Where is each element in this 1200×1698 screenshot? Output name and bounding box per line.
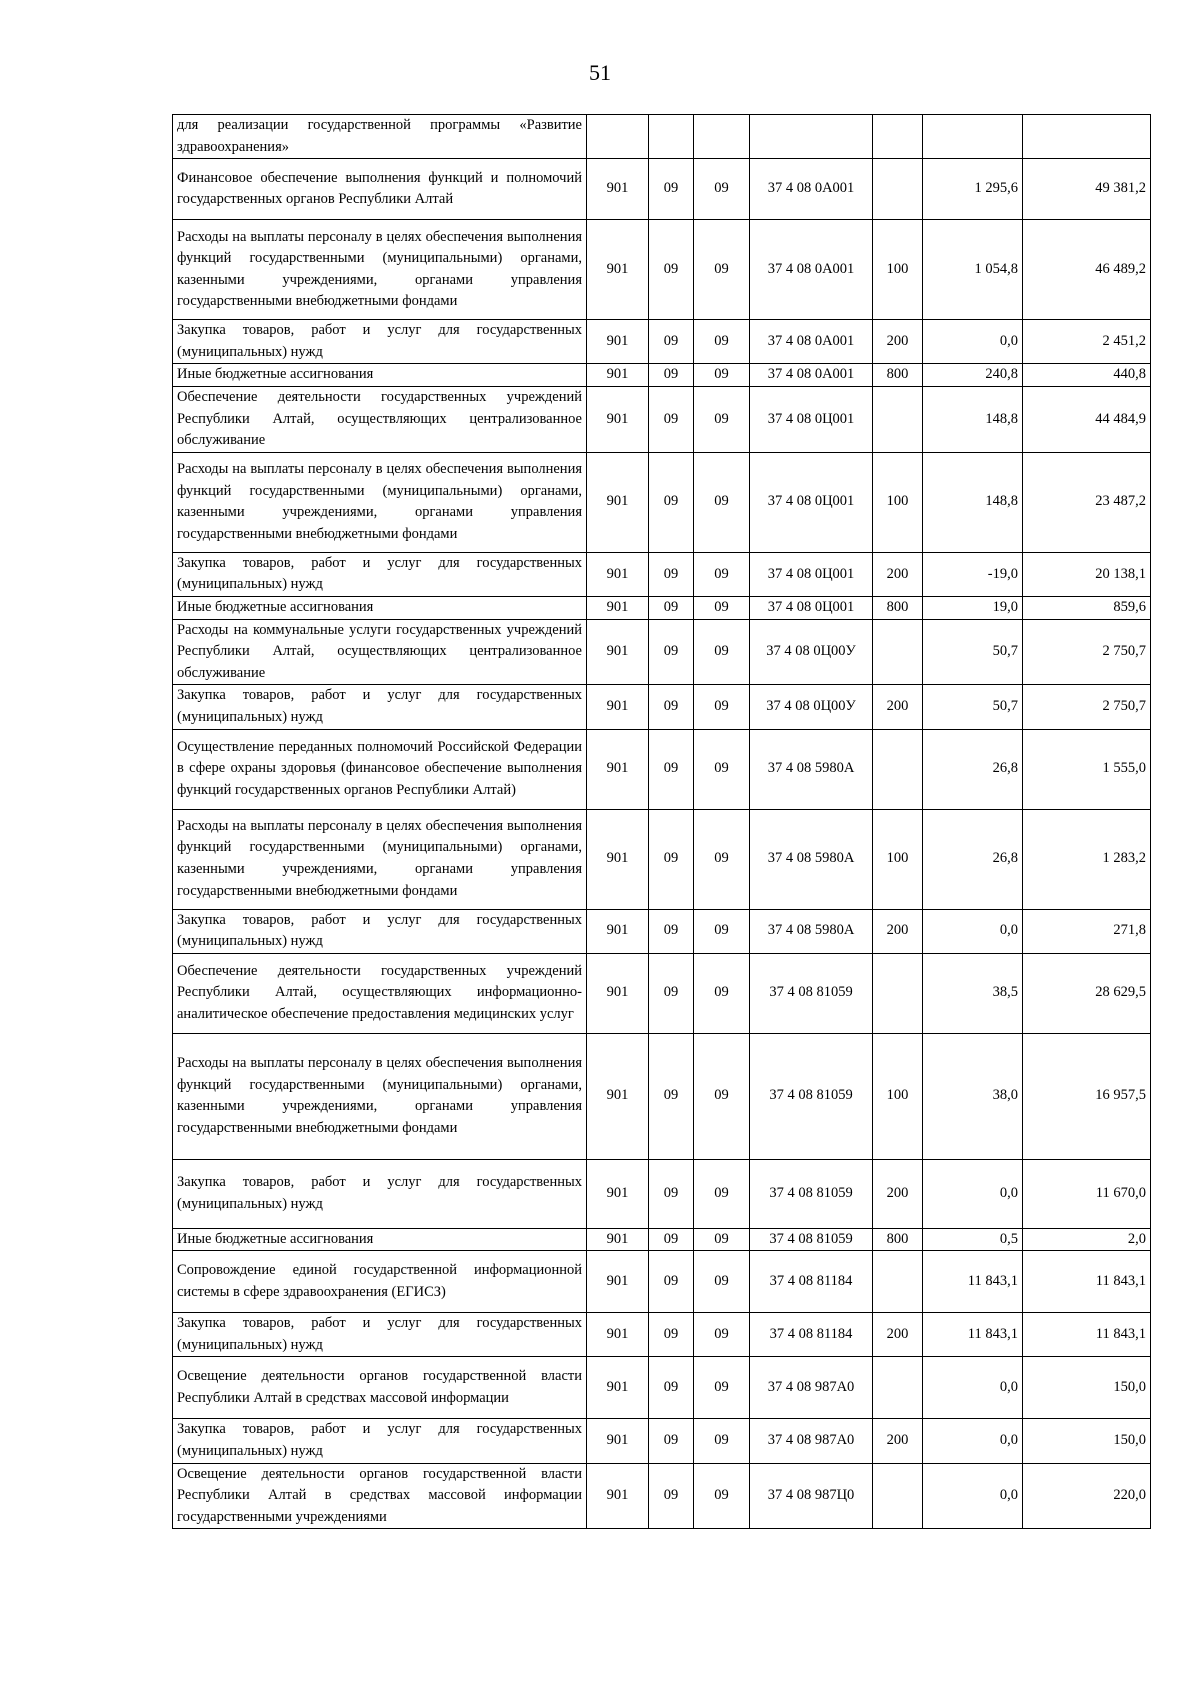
row-subsection: 09 <box>694 159 750 220</box>
row-description: Освещение деятельности органов государственной власти Республики Алтай в средствах массовой информации <box>173 1357 587 1419</box>
row-section: 09 <box>649 596 694 619</box>
row-amount-change: 1 295,6 <box>923 159 1023 220</box>
row-admin-code: 901 <box>587 1357 649 1419</box>
table-row <box>173 552 1151 596</box>
table-row <box>173 953 1151 1033</box>
row-admin-code: 901 <box>587 552 649 596</box>
row-target-article: 37 4 08 81059 <box>750 1228 873 1251</box>
row-expense-type <box>873 115 923 159</box>
row-target-article: 37 4 08 0Ц00У <box>750 685 873 729</box>
table-row <box>173 909 1151 953</box>
row-amount-total: 20 138,1 <box>1023 552 1151 596</box>
row-amount-total: 23 487,2 <box>1023 452 1151 552</box>
row-target-article: 37 4 08 81184 <box>750 1313 873 1357</box>
table-row <box>173 685 1151 729</box>
row-amount-change: 19,0 <box>923 596 1023 619</box>
table-row <box>173 619 1151 685</box>
row-target-article: 37 4 08 0Ц001 <box>750 596 873 619</box>
row-subsection: 09 <box>694 320 750 364</box>
row-target-article: 37 4 08 0А001 <box>750 364 873 387</box>
row-section: 09 <box>649 552 694 596</box>
row-expense-type: 100 <box>873 452 923 552</box>
row-amount-total: 49 381,2 <box>1023 159 1151 220</box>
table-row <box>173 220 1151 320</box>
row-subsection: 09 <box>694 1313 750 1357</box>
row-description: Осуществление переданных полномочий Российской Федерации в сфере охраны здоровья (финансовое обеспечение выполнения функций государственных органов Республики Алтай) <box>173 729 587 809</box>
table-row <box>173 1033 1151 1159</box>
row-description: Расходы на выплаты персоналу в целях обеспечения выполнения функций государственными (муниципальными) органами, казенными учреждениями, органами управления государственными внебюджетными фондами <box>173 220 587 320</box>
row-description: Иные бюджетные ассигнования <box>173 596 587 619</box>
row-target-article: 37 4 08 81059 <box>750 1033 873 1159</box>
row-target-article: 37 4 08 81059 <box>750 1159 873 1228</box>
row-expense-type <box>873 953 923 1033</box>
row-amount-change: 1 054,8 <box>923 220 1023 320</box>
row-section: 09 <box>649 386 694 452</box>
row-subsection: 09 <box>694 729 750 809</box>
row-subsection: 09 <box>694 953 750 1033</box>
row-target-article: 37 4 08 0Ц001 <box>750 452 873 552</box>
row-admin-code: 901 <box>587 1463 649 1529</box>
row-description: Расходы на выплаты персоналу в целях обеспечения выполнения функций государственными (муниципальными) органами, казенными учреждениями, органами управления государственными внебюджетными фондами <box>173 452 587 552</box>
table-row <box>173 159 1151 220</box>
row-amount-change: 148,8 <box>923 386 1023 452</box>
row-admin-code <box>587 115 649 159</box>
table-row <box>173 364 1151 387</box>
row-description: Иные бюджетные ассигнования <box>173 364 587 387</box>
row-admin-code: 901 <box>587 220 649 320</box>
row-subsection: 09 <box>694 619 750 685</box>
row-description: Освещение деятельности органов государственной власти Республики Алтай в средствах массовой информации государственными учреждениями <box>173 1463 587 1529</box>
row-section: 09 <box>649 619 694 685</box>
row-admin-code: 901 <box>587 953 649 1033</box>
row-amount-total: 2 451,2 <box>1023 320 1151 364</box>
row-expense-type <box>873 619 923 685</box>
row-amount-total: 150,0 <box>1023 1357 1151 1419</box>
row-admin-code: 901 <box>587 320 649 364</box>
row-subsection: 09 <box>694 386 750 452</box>
row-admin-code: 901 <box>587 909 649 953</box>
row-description: Закупка товаров, работ и услуг для государственных (муниципальных) нужд <box>173 909 587 953</box>
row-amount-change: 240,8 <box>923 364 1023 387</box>
table-row <box>173 729 1151 809</box>
row-section: 09 <box>649 685 694 729</box>
row-amount-change: 11 843,1 <box>923 1313 1023 1357</box>
row-section: 09 <box>649 220 694 320</box>
row-admin-code: 901 <box>587 685 649 729</box>
table-row <box>173 386 1151 452</box>
row-description: Закупка товаров, работ и услуг для государственных (муниципальных) нужд <box>173 685 587 729</box>
row-admin-code: 901 <box>587 159 649 220</box>
row-amount-total: 220,0 <box>1023 1463 1151 1529</box>
row-target-article: 37 4 08 0Ц001 <box>750 552 873 596</box>
row-section: 09 <box>649 452 694 552</box>
row-subsection: 09 <box>694 809 750 909</box>
row-subsection: 09 <box>694 1251 750 1313</box>
row-target-article: 37 4 08 0А001 <box>750 220 873 320</box>
row-description: Обеспечение деятельности государственных учреждений Республики Алтай, осуществляющих информационно-аналитическое обеспечение предоставления медицинских услуг <box>173 953 587 1033</box>
row-expense-type: 200 <box>873 1419 923 1463</box>
row-section: 09 <box>649 1357 694 1419</box>
table-row <box>173 809 1151 909</box>
row-section: 09 <box>649 1419 694 1463</box>
row-amount-change <box>923 115 1023 159</box>
row-amount-total: 2 750,7 <box>1023 685 1151 729</box>
row-target-article <box>750 115 873 159</box>
row-amount-total: 271,8 <box>1023 909 1151 953</box>
row-section: 09 <box>649 1463 694 1529</box>
row-section: 09 <box>649 1033 694 1159</box>
row-amount-total: 11 843,1 <box>1023 1251 1151 1313</box>
row-admin-code: 901 <box>587 1251 649 1313</box>
row-expense-type: 800 <box>873 364 923 387</box>
row-target-article: 37 4 08 0Ц001 <box>750 386 873 452</box>
row-target-article: 37 4 08 0А001 <box>750 159 873 220</box>
row-amount-change: 26,8 <box>923 729 1023 809</box>
row-section <box>649 115 694 159</box>
row-amount-total: 28 629,5 <box>1023 953 1151 1033</box>
row-section: 09 <box>649 364 694 387</box>
row-amount-change: 0,0 <box>923 1463 1023 1529</box>
budget-table <box>172 114 1151 1529</box>
row-amount-change: 38,0 <box>923 1033 1023 1159</box>
row-subsection: 09 <box>694 1228 750 1251</box>
row-section: 09 <box>649 1159 694 1228</box>
row-admin-code: 901 <box>587 619 649 685</box>
row-amount-change: 0,0 <box>923 320 1023 364</box>
row-section: 09 <box>649 1251 694 1313</box>
row-expense-type: 200 <box>873 685 923 729</box>
table-row <box>173 1357 1151 1419</box>
row-amount-total: 2,0 <box>1023 1228 1151 1251</box>
row-amount-total: 46 489,2 <box>1023 220 1151 320</box>
budget-table-body <box>173 115 1151 1529</box>
row-expense-type <box>873 1357 923 1419</box>
row-description: Иные бюджетные ассигнования <box>173 1228 587 1251</box>
row-amount-change: 0,0 <box>923 909 1023 953</box>
row-admin-code: 901 <box>587 364 649 387</box>
row-expense-type <box>873 729 923 809</box>
row-expense-type: 200 <box>873 1313 923 1357</box>
row-admin-code: 901 <box>587 452 649 552</box>
row-description: Закупка товаров, работ и услуг для государственных (муниципальных) нужд <box>173 552 587 596</box>
row-description: Закупка товаров, работ и услуг для государственных (муниципальных) нужд <box>173 1159 587 1228</box>
row-expense-type: 200 <box>873 909 923 953</box>
row-description: Обеспечение деятельности государственных учреждений Республики Алтай, осуществляющих централизованное обслуживание <box>173 386 587 452</box>
row-section: 09 <box>649 809 694 909</box>
row-admin-code: 901 <box>587 386 649 452</box>
row-amount-change: 148,8 <box>923 452 1023 552</box>
row-amount-total: 150,0 <box>1023 1419 1151 1463</box>
row-description: Закупка товаров, работ и услуг для государственных (муниципальных) нужд <box>173 1419 587 1463</box>
row-amount-total: 11 843,1 <box>1023 1313 1151 1357</box>
row-target-article: 37 4 08 5980А <box>750 729 873 809</box>
row-amount-total: 1 555,0 <box>1023 729 1151 809</box>
row-amount-total: 11 670,0 <box>1023 1159 1151 1228</box>
row-expense-type: 200 <box>873 552 923 596</box>
row-target-article: 37 4 08 987А0 <box>750 1357 873 1419</box>
row-target-article: 37 4 08 0Ц00У <box>750 619 873 685</box>
row-amount-change: 50,7 <box>923 685 1023 729</box>
row-admin-code: 901 <box>587 1313 649 1357</box>
row-amount-change: 50,7 <box>923 619 1023 685</box>
row-subsection: 09 <box>694 1159 750 1228</box>
row-subsection: 09 <box>694 1419 750 1463</box>
table-row <box>173 1419 1151 1463</box>
row-expense-type: 100 <box>873 1033 923 1159</box>
row-subsection: 09 <box>694 1463 750 1529</box>
row-target-article: 37 4 08 987А0 <box>750 1419 873 1463</box>
row-section: 09 <box>649 1228 694 1251</box>
row-admin-code: 901 <box>587 809 649 909</box>
row-target-article: 37 4 08 81184 <box>750 1251 873 1313</box>
row-amount-total: 44 484,9 <box>1023 386 1151 452</box>
row-amount-total: 440,8 <box>1023 364 1151 387</box>
row-amount-total: 2 750,7 <box>1023 619 1151 685</box>
row-target-article: 37 4 08 5980А <box>750 909 873 953</box>
row-section: 09 <box>649 953 694 1033</box>
table-row <box>173 115 1151 159</box>
row-amount-change: -19,0 <box>923 552 1023 596</box>
row-admin-code: 901 <box>587 729 649 809</box>
row-target-article: 37 4 08 81059 <box>750 953 873 1033</box>
row-description: Расходы на коммунальные услуги государственных учреждений Республики Алтай, осуществляющих централизованное обслуживание <box>173 619 587 685</box>
row-amount-change: 11 843,1 <box>923 1251 1023 1313</box>
row-target-article: 37 4 08 0А001 <box>750 320 873 364</box>
row-description: Расходы на выплаты персоналу в целях обеспечения выполнения функций государственными (муниципальными) органами, казенными учреждениями, органами управления государственными внебюджетными фондами <box>173 809 587 909</box>
row-admin-code: 901 <box>587 596 649 619</box>
page-number: 51 <box>589 60 611 85</box>
row-admin-code: 901 <box>587 1159 649 1228</box>
row-expense-type: 800 <box>873 596 923 619</box>
row-subsection: 09 <box>694 552 750 596</box>
row-amount-total: 1 283,2 <box>1023 809 1151 909</box>
row-amount-total: 16 957,5 <box>1023 1033 1151 1159</box>
row-description: Финансовое обеспечение выполнения функций и полномочий государственных органов Республики Алтай <box>173 159 587 220</box>
row-expense-type: 200 <box>873 320 923 364</box>
table-row <box>173 452 1151 552</box>
row-description: Расходы на выплаты персоналу в целях обеспечения выполнения функций государственными (муниципальными) органами, казенными учреждениями, органами управления государственными внебюджетными фондами <box>173 1033 587 1159</box>
row-subsection: 09 <box>694 1033 750 1159</box>
row-expense-type: 200 <box>873 1159 923 1228</box>
row-subsection <box>694 115 750 159</box>
row-admin-code: 901 <box>587 1228 649 1251</box>
row-description: Закупка товаров, работ и услуг для государственных (муниципальных) нужд <box>173 320 587 364</box>
row-section: 09 <box>649 320 694 364</box>
table-row <box>173 1159 1151 1228</box>
row-amount-change: 0,0 <box>923 1419 1023 1463</box>
row-section: 09 <box>649 729 694 809</box>
row-subsection: 09 <box>694 909 750 953</box>
row-amount-change: 0,5 <box>923 1228 1023 1251</box>
row-amount-change: 0,0 <box>923 1357 1023 1419</box>
row-subsection: 09 <box>694 220 750 320</box>
row-section: 09 <box>649 159 694 220</box>
row-expense-type <box>873 1251 923 1313</box>
row-expense-type: 800 <box>873 1228 923 1251</box>
table-row <box>173 596 1151 619</box>
row-expense-type <box>873 386 923 452</box>
row-description: Закупка товаров, работ и услуг для государственных (муниципальных) нужд <box>173 1313 587 1357</box>
row-description: Сопровождение единой государственной информационной системы в сфере здравоохранения (ЕГИСЗ) <box>173 1251 587 1313</box>
row-admin-code: 901 <box>587 1419 649 1463</box>
row-section: 09 <box>649 1313 694 1357</box>
row-target-article: 37 4 08 5980А <box>750 809 873 909</box>
row-admin-code: 901 <box>587 1033 649 1159</box>
row-section: 09 <box>649 909 694 953</box>
table-row <box>173 1228 1151 1251</box>
table-row <box>173 1313 1151 1357</box>
table-row <box>173 320 1151 364</box>
row-amount-change: 38,5 <box>923 953 1023 1033</box>
row-description: для реализации государственной программы «Развитие здравоохранения» <box>173 115 587 159</box>
row-expense-type <box>873 1463 923 1529</box>
row-subsection: 09 <box>694 596 750 619</box>
row-expense-type: 100 <box>873 220 923 320</box>
row-amount-total <box>1023 115 1151 159</box>
row-amount-change: 0,0 <box>923 1159 1023 1228</box>
row-amount-total: 859,6 <box>1023 596 1151 619</box>
row-target-article: 37 4 08 987Ц0 <box>750 1463 873 1529</box>
row-subsection: 09 <box>694 452 750 552</box>
row-subsection: 09 <box>694 1357 750 1419</box>
row-amount-change: 26,8 <box>923 809 1023 909</box>
row-expense-type: 100 <box>873 809 923 909</box>
row-subsection: 09 <box>694 685 750 729</box>
table-row <box>173 1463 1151 1529</box>
row-subsection: 09 <box>694 364 750 387</box>
row-expense-type <box>873 159 923 220</box>
table-row <box>173 1251 1151 1313</box>
